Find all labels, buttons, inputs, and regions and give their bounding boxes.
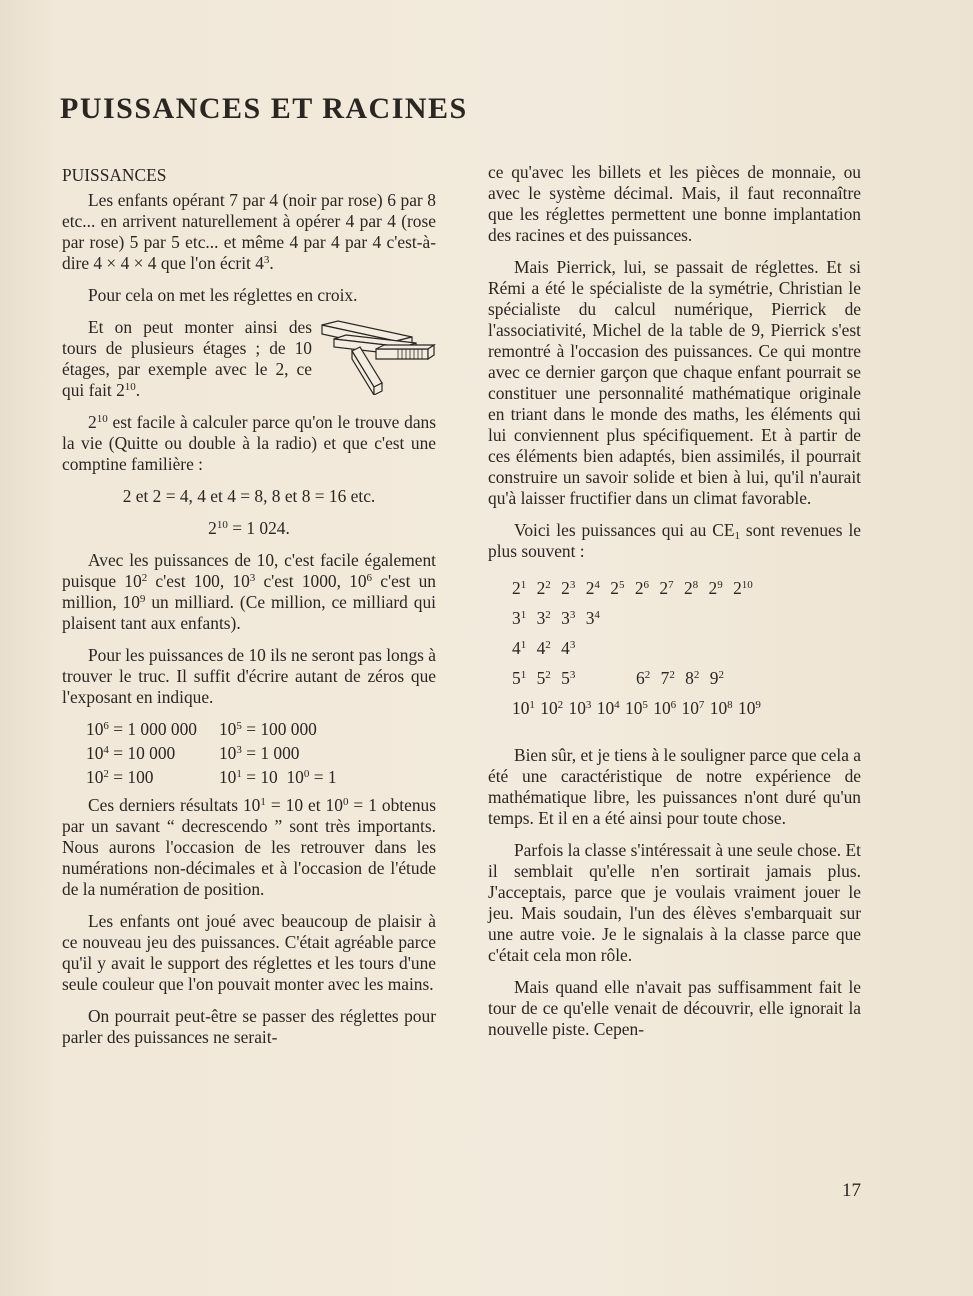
table-cell: $10^5 = 100$ 000 bbox=[218, 719, 317, 739]
table-cell: $10^2 = 100$ bbox=[86, 767, 154, 787]
paragraph: On pourrait peut-être se passer des réglettes pour parler des puissances ne serait- bbox=[62, 1006, 436, 1047]
paragraph: Les enfants opérant 7 par 4 (noir par rose) 6 par 8 etc... en arrivent naturellement à opérer 4 par 4 (rose par rose) 5 par 5 etc... et même 4 par 4 par 4 c'est-à-dire 4 × 4 × 4 que l'on écrit $4^3$. bbox=[62, 190, 436, 273]
table-cell: $10^1 = 10$ $10^0 = 1$ bbox=[218, 767, 337, 787]
table-cell: $10^4 = 10$ 000 bbox=[86, 743, 176, 763]
equation: $2^{10} = 1$ 024. bbox=[208, 518, 290, 538]
paragraph: Et on peut monter ainsi des tours de plusieurs étages ; de 10 étages, par exemple avec le 2, ce qui fait $2^{10}$. bbox=[62, 317, 436, 401]
paragraph: Parfois la classe s'intéressait à une seule chose. Et il semblait qu'elle n'en sortirait jamais plus. J'acceptais, parce que je voulais vraiment jouer le jeu. Mais soudain, l'un des élèves s'embarquait sur une autre voie. Je le signalais à la classe parce que c'était cela mon rôle. bbox=[488, 840, 861, 965]
right-column bbox=[488, 162, 861, 1051]
paragraph: Les enfants ont joué avec beaucoup de plaisir à ce nouveau jeu des puissances. C'était agréable parce qu'il y avait le support des réglettes et les tours d'une seule couleur que l'on pouvait monter avec les mains. bbox=[62, 911, 436, 994]
list-item: $2^1$ $2^2$ $2^3$ $2^4$ $2^5$ $2^6$ $2^7$ $2^8$ $2^9$ $2^{10}$ bbox=[512, 578, 753, 598]
paragraph: Mais quand elle n'avait pas suffisamment fait le tour de ce qu'elle venait de découvrir, elle ignorait la nouvelle piste. Cepen- bbox=[488, 977, 861, 1039]
list-item: $5^1$ $5^2$ $5^3$ $6^2$ $7^2$ $8^2$ $9^2$ bbox=[512, 668, 724, 688]
paragraph: Ces derniers résultats $10^1 = 10$ et $10^0 = 1$ obtenus par un savant “ decrescendo ” sont très importants. Nous aurons l'occasion de les retrouver dans les numérations non-décimales et à l'occasion de l'étude de la numération de position. bbox=[62, 795, 436, 899]
cuisenaire-rods-illustration bbox=[318, 317, 436, 395]
table-row bbox=[86, 743, 359, 767]
paragraph: Pour les puissances de 10 ils ne seront pas longs à trouver le truc. Il suffit d'écrire autant de zéros que l'exposant en indique. bbox=[62, 645, 436, 707]
powers-of-ten-table bbox=[86, 719, 359, 791]
paragraph: Voici les puissances qui au $CE_1$ sont revenues le plus souvent : bbox=[488, 520, 861, 561]
paragraph: Mais Pierrick, lui, se passait de réglettes. Et si Rémi a été le spécialiste de la symétrie, Christian le spécialiste du calcul numérique, Pierrick de l'associativité, Michel de la table de 9, Pierrick s'est remontré à l'occasion des puissances. Ce qui montre avec ce dernier garçon que chaque enfant pourrait se constituer une personnalité mathématique originale en triant dans le monde des maths, les éléments qui lui conviennent plus spécifiquement. Et à partir de ces éléments bien adaptés, bien assimilés, il pourrait construire un savoir solide et bien à lui, qu'il n'aurait qu'à laisser fructifier dans un climat favorable. bbox=[488, 257, 861, 508]
page-title: PUISSANCES ET RACINES bbox=[60, 92, 468, 125]
equation: 2 et 2 = 4, 4 et 4 = 8, 8 et 8 = 16 etc. bbox=[122, 486, 376, 506]
paragraph: $2^{10}$ est facile à calculer parce qu'on le trouve dans la vie (Quitte ou double à la radio) et que c'est une comptine familière : bbox=[62, 412, 436, 474]
paragraph: Avec les puissances de 10, c'est facile également puisque $10^2$ c'est 100, $10^3$ c'est 1000, $10^6$ c'est un million, $10^9$ un milliard. (Ce million, ce milliard qui plaisent tant aux enfants). bbox=[62, 550, 436, 633]
paragraph: ce qu'avec les billets et les pièces de monnaie, ou avec le système décimal. Mais, il faut reconnaître que les réglettes permettent une bonne implantation des racines et des puissances. bbox=[488, 162, 861, 245]
table-row bbox=[86, 719, 359, 743]
paragraph: Bien sûr, et je tiens à le souligner parce que cela a été une caractéristique de notre expérience de mathématique libre, les puissances n'ont duré qu'un temps. Et il en a été ainsi pour toute chose. bbox=[488, 745, 861, 828]
paragraph: Pour cela on met les réglettes en croix. bbox=[88, 285, 358, 305]
list-item: $3^1$ $3^2$ $3^3$ $3^4$ bbox=[512, 608, 600, 628]
powers-list bbox=[512, 578, 861, 719]
section-subheading: PUISSANCES bbox=[62, 165, 167, 185]
left-column bbox=[62, 165, 436, 1059]
table-row bbox=[86, 767, 359, 791]
table-cell: $10^6 = 1$ 000 000 bbox=[86, 719, 197, 739]
list-item: $10^1$ $10^2$ $10^3$ $10^4$ $10^5$ $10^6$ $10^7$ $10^8$ $10^9$ bbox=[512, 698, 761, 718]
page-number: 17 bbox=[842, 1180, 861, 1201]
list-item: $4^1$ $4^2$ $4^3$ bbox=[512, 638, 576, 658]
table-cell: $10^3 = 1$ 000 bbox=[218, 743, 300, 763]
